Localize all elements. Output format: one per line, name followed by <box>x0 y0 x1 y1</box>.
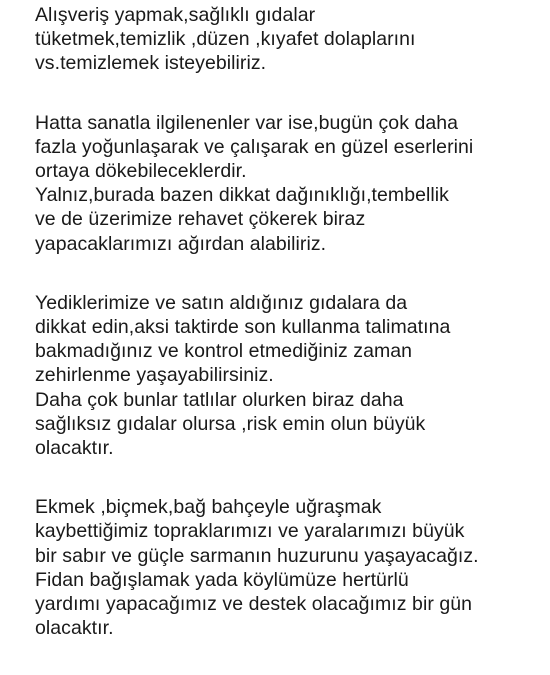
paragraph-3 <box>35 291 547 460</box>
paragraph-4 <box>35 495 547 640</box>
text-line: yapacaklarımızı ağırdan alabiliriz. <box>35 232 327 255</box>
text-line: ortaya dökebileceklerdir. <box>35 160 247 183</box>
text-line: vs.temizlemek isteyebiliriz. <box>35 52 267 75</box>
paragraph-1 <box>35 3 547 76</box>
text-line: tüketmek,temizlik ,düzen ,kıyafet dolaplarını <box>35 28 416 51</box>
text-line: olacaktır. <box>35 437 114 460</box>
text-line: ve de üzerimize rehavet çökerek biraz <box>35 208 366 231</box>
text-line: Hatta sanatla ilgilenenler var ise,bugün çok daha <box>35 111 459 134</box>
text-line: bir sabır ve güçle sarmanın huzurunu yaşayacağız. <box>35 544 479 567</box>
text-line: sağlıksız gıdalar olursa ,risk emin olun büyük <box>35 412 426 435</box>
text-line: Fidan bağışlamak yada köylümüze hertürlü <box>35 568 409 591</box>
text-line: zehirlenme yaşayabilirsiniz. <box>35 364 274 387</box>
text-line: dikkat edin,aksi taktirde son kullanma talimatına <box>35 316 451 339</box>
text-line: Alışveriş yapmak,sağlıklı gıdalar <box>35 4 316 26</box>
paragraph-2 <box>35 111 547 256</box>
text-line: yardımı yapacağımız ve destek olacağımız bir gün <box>35 593 473 616</box>
text-line: olacaktır. <box>35 617 114 640</box>
document-body <box>35 3 547 675</box>
text-line: Daha çok bunlar tatlılar olurken biraz daha <box>35 388 404 411</box>
text-line: Yalnız,burada bazen dikkat dağınıklığı,tembellik <box>35 184 449 207</box>
text-line: fazla yoğunlaşarak ve çalışarak en güzel eserlerini <box>35 135 474 158</box>
text-line: bakmadığınız ve kontrol etmediğiniz zaman <box>35 340 413 363</box>
text-line: Ekmek ,biçmek,bağ bahçeyle uğraşmak <box>35 496 382 519</box>
text-line: Yediklerimize ve satın aldığınız gıdalara da <box>35 291 408 314</box>
text-line: kaybettiğimiz topraklarımızı ve yaralarımızı büyük <box>35 520 465 543</box>
